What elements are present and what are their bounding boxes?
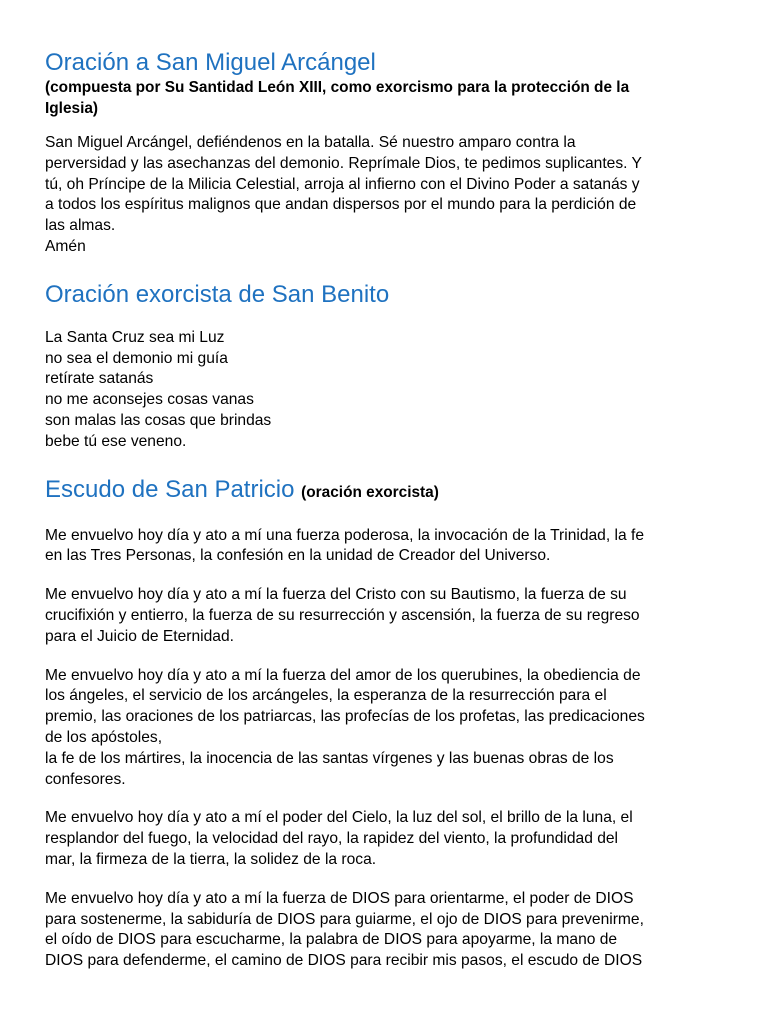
text-line: premio, las oraciones de los patriarcas, las profecías de los profetas, las predicaciones <box>45 708 645 726</box>
text-line: los ángeles, el servicio de los arcángeles, la esperanza de la resurrección para el <box>45 687 607 705</box>
prayer-paragraph <box>45 889 725 972</box>
verse-line: La Santa Cruz sea mi Luz <box>45 328 225 346</box>
text-line: San Miguel Arcángel, defiéndenos en la batalla. Sé nuestro amparo contra la <box>45 134 576 151</box>
text-line: Amén <box>45 237 86 255</box>
text-line: a todos los espíritus malignos que andan dispersos por el mundo para la perdición de <box>45 196 637 214</box>
text-line: las almas. <box>45 217 116 235</box>
text-line: para sostenerme, la sabiduría de DIOS para guiarme, el ojo de DIOS para prevenirme, <box>45 910 644 928</box>
prayer-verse <box>45 328 725 453</box>
prayer-paragraph <box>45 585 725 647</box>
text-line: perversidad y las asechanzas del demonio. Reprímale Dios, te pedimos suplicantes. Y <box>45 154 642 172</box>
text-line: Me envuelvo hoy día y ato a mí una fuerza poderosa, la invocación de la Trinidad, la fe <box>45 526 644 544</box>
text-line: Me envuelvo hoy día y ato a mí la fuerza del Cristo con su Bautismo, la fuerza de su <box>45 586 627 604</box>
subtitle-line: (compuesta por Su Santidad León XIII, como exorcismo para la protección de la <box>45 79 630 96</box>
text-line: para el Juicio de Eternidad. <box>45 627 234 645</box>
text-line: el oído de DIOS para escucharme, la palabra de DIOS para apoyarme, la mano de <box>45 931 618 949</box>
text-line: Me envuelvo hoy día y ato a mí la fuerza de DIOS para orientarme, el poder de DIOS <box>45 889 634 907</box>
document-page <box>45 48 725 972</box>
verse-line: son malas las cosas que brindas <box>45 411 272 429</box>
subtitle-line: Iglesia) <box>45 99 99 117</box>
text-line: confesores. <box>45 770 126 788</box>
text-line: mar, la firmeza de la tierra, la solidez de la roca. <box>45 850 377 868</box>
prayer-paragraph <box>45 133 725 258</box>
text-line: Me envuelvo hoy día y ato a mí el poder del Cielo, la luz del sol, el brillo de la luna, el <box>45 809 633 827</box>
section-title-san-patricio <box>45 475 725 508</box>
text-line: tú, oh Príncipe de la Milicia Celestial, arroja al infierno con el Divino Poder a satanás y <box>45 175 640 193</box>
text-line: Me envuelvo hoy día y ato a mí la fuerza del amor de los querubines, la obediencia de <box>45 666 641 684</box>
text-line: de los apóstoles, <box>45 728 163 746</box>
verse-line: bebe tú ese veneno. <box>45 432 187 450</box>
text-line: resplandor del fuego, la velocidad del rayo, la rapidez del viento, la profundidad del <box>45 830 619 848</box>
section-title-note: (oración exorcista) <box>301 483 439 501</box>
text-line: en las Tres Personas, la confesión en la unidad de Creador del Universo. <box>45 547 551 565</box>
text-line: DIOS para defenderme, el camino de DIOS para recibir mis pasos, el escudo de DIOS <box>45 952 643 970</box>
section-title-san-miguel: Oración a San Miguel Arcángel <box>45 49 376 76</box>
prayer-paragraph <box>45 526 725 568</box>
section-title-san-benito: Oración exorcista de San Benito <box>45 280 390 308</box>
text-line: crucifixión y entierro, la fuerza de su resurrección y ascensión, la fuerza de su regreso <box>45 606 640 624</box>
prayer-paragraph <box>45 666 725 791</box>
text-line: la fe de los mártires, la inocencia de las santas vírgenes y las buenas obras de los <box>45 749 614 767</box>
section-title-text: Escudo de San Patricio <box>45 475 295 503</box>
verse-line: no me aconsejes cosas vanas <box>45 391 254 409</box>
prayer-paragraph <box>45 808 725 870</box>
verse-line: retírate satanás <box>45 370 154 388</box>
verse-line: no sea el demonio mi guía <box>45 349 228 367</box>
section-subtitle <box>45 78 725 119</box>
